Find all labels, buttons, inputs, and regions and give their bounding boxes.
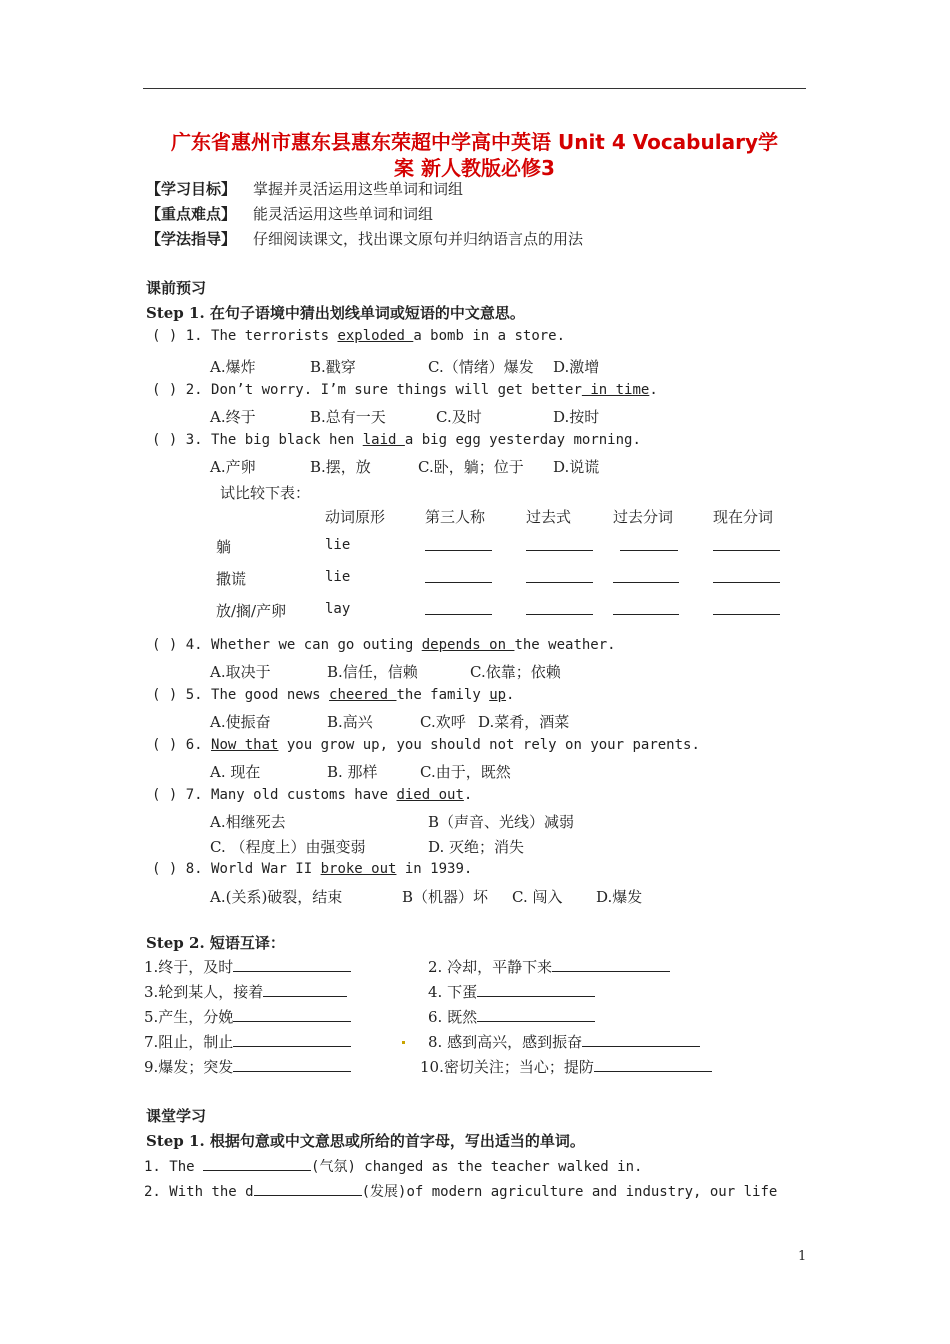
answer-blank[interactable]: [263, 982, 347, 997]
table-row-meaning: 放/搁/产卵: [216, 602, 287, 620]
q1-option-c: C.（情绪）爆发: [428, 358, 534, 376]
q8-option-c: C. 闯入: [512, 888, 563, 906]
q7-option-c: C. （程度上）由强变弱: [210, 838, 366, 856]
q3-option-a: A.产卵: [210, 458, 256, 476]
class-step1-heading: Step 1. 根据句意或中文意思或所给的首字母，写出适当的单词。: [146, 1132, 585, 1150]
table-row-meaning: 撒谎: [216, 570, 247, 588]
q2-option-d: D.按时: [553, 408, 600, 426]
table-row-base: lay: [325, 601, 351, 617]
header-rule: [143, 88, 806, 89]
answer-blank[interactable]: [552, 957, 670, 972]
question-1: ( ) 1. The terrorists exploded a bomb in a store.: [152, 328, 566, 344]
phrase-item: 6. 既然: [428, 1006, 595, 1027]
q4-option-c: C.依靠；依赖: [470, 663, 561, 681]
answer-blank[interactable]: [594, 1057, 712, 1072]
q6-option-c: C.由于，既然: [420, 763, 511, 781]
table-row-base: lie: [325, 537, 351, 553]
answer-blank[interactable]: [713, 600, 780, 615]
answer-blank[interactable]: [620, 536, 678, 551]
table-header-third: 第三人称: [425, 508, 486, 526]
table-header-pastpart: 过去分词: [613, 508, 674, 526]
q1-option-a: A.爆炸: [210, 358, 256, 376]
phrase-item: 1.终于，及时: [144, 956, 351, 977]
table-header-base: 动词原形: [325, 508, 386, 526]
goal-text: 掌握并灵活运用这些单词和词组: [253, 180, 464, 198]
q3-option-d: D.说谎: [553, 458, 600, 476]
q5-option-a: A.使振奋: [210, 713, 271, 731]
q1-option-b: B.戳穿: [310, 358, 356, 376]
page-number: 1: [798, 1249, 807, 1264]
q3-option-b: B.摆，放: [310, 458, 371, 476]
q7-option-a: A.相继死去: [210, 813, 286, 831]
method-text: 仔细阅读课文，找出课文原句并归纳语言点的用法: [253, 230, 584, 248]
phrase-item: 10.密切关注；当心；提防: [420, 1056, 712, 1077]
answer-blank[interactable]: [233, 1032, 351, 1047]
question-8: ( ) 8. World War II broke out in 1939.: [152, 861, 473, 877]
question-7: ( ) 7. Many old customs have died out.: [152, 787, 473, 803]
q7-option-d: D. 灭绝；消失: [428, 838, 525, 856]
q4-option-a: A.取决于: [210, 663, 271, 681]
question-5: ( ) 5. The good news cheered the family up.: [152, 687, 515, 703]
answer-blank[interactable]: [233, 957, 351, 972]
answer-blank[interactable]: [526, 600, 593, 615]
answer-blank[interactable]: [613, 568, 679, 583]
q5-option-d: D.菜肴，酒菜: [478, 713, 570, 731]
q2-option-b: B.总有一天: [310, 408, 386, 426]
answer-blank[interactable]: [713, 536, 780, 551]
phrase-item: 4. 下蛋: [428, 981, 595, 1002]
phrase-item: 8. 感到高兴，感到振奋: [428, 1031, 700, 1052]
answer-blank[interactable]: [526, 536, 593, 551]
answer-blank[interactable]: [526, 568, 593, 583]
phrase-item: 5.产生，分娩: [144, 1006, 351, 1027]
q4-option-b: B.信任，信赖: [327, 663, 418, 681]
table-row-meaning: 躺: [216, 538, 232, 556]
step2-heading: Step 2. 短语互译：: [146, 934, 285, 952]
decorative-dot: [402, 1041, 405, 1044]
q7-option-b: B（声音、光线）减弱: [428, 813, 575, 831]
question-6: ( ) 6. Now that you grow up, you should not rely on your parents.: [152, 737, 700, 753]
answer-blank[interactable]: [425, 600, 492, 615]
step1-heading: Step 1. 在句子语境中猜出划线单词或短语的中文意思。: [146, 304, 525, 322]
q5-option-c: C.欢呼: [420, 713, 466, 731]
question-3: ( ) 3. The big black hen laid a big egg yesterday morning.: [152, 432, 641, 448]
class-heading: 课堂学习: [146, 1107, 207, 1125]
compare-label: 试比较下表：: [220, 484, 311, 502]
answer-blank[interactable]: [425, 536, 492, 551]
answer-blank[interactable]: [233, 1007, 351, 1022]
q6-option-a: A. 现在: [210, 763, 261, 781]
goal-label: 【学习目标】: [146, 180, 237, 198]
answer-blank[interactable]: [582, 1032, 700, 1047]
key-points-text: 能灵活运用这些单词和词组: [253, 205, 434, 223]
q8-option-d: D.爆发: [596, 888, 643, 906]
answer-blank[interactable]: [477, 982, 595, 997]
preview-heading: 课前预习: [146, 279, 207, 297]
q2-option-a: A.终于: [210, 408, 256, 426]
q8-option-a: A.(关系)破裂，结束: [210, 888, 343, 906]
q3-option-c: C.卧，躺；位于: [418, 458, 524, 476]
phrase-item: 2. 冷却，平静下来: [428, 956, 670, 977]
sentence-2: 2. With the d (发展)of modern agriculture and industry, our life: [144, 1181, 777, 1201]
answer-blank[interactable]: [713, 568, 780, 583]
answer-blank[interactable]: [425, 568, 492, 583]
table-row-base: lie: [325, 569, 351, 585]
answer-blank[interactable]: [254, 1181, 362, 1196]
question-2: ( ) 2. Don’t worry. I’m sure things will get better in time.: [152, 382, 658, 398]
table-header-past: 过去式: [526, 508, 572, 526]
q6-option-b: B. 那样: [327, 763, 378, 781]
answer-blank[interactable]: [233, 1057, 351, 1072]
q2-option-c: C.及时: [436, 408, 482, 426]
phrase-item: 7.阻止，制止: [144, 1031, 351, 1052]
q1-option-d: D.激增: [553, 358, 600, 376]
q5-option-b: B.高兴: [327, 713, 373, 731]
sentence-1: 1. The (气氛) changed as the teacher walked in.: [144, 1156, 642, 1176]
question-4: ( ) 4. Whether we can go outing depends on the weather.: [152, 637, 616, 653]
table-header-prespart: 现在分词: [713, 508, 774, 526]
doc-title-line2: 案 新人教版必修3: [394, 156, 555, 180]
answer-blank[interactable]: [613, 600, 679, 615]
key-points-label: 【重点难点】: [146, 205, 237, 223]
answer-blank[interactable]: [203, 1156, 311, 1171]
answer-blank[interactable]: [477, 1007, 595, 1022]
phrase-item: 9.爆发；突发: [144, 1056, 351, 1077]
method-label: 【学法指导】: [146, 230, 237, 248]
doc-title-line1: 广东省惠州市惠东县惠东荣超中学高中英语 Unit 4 Vocabulary学: [171, 130, 778, 154]
phrase-item: 3.轮到某人，接着: [144, 981, 347, 1002]
q8-option-b: B（机器）坏: [402, 888, 489, 906]
